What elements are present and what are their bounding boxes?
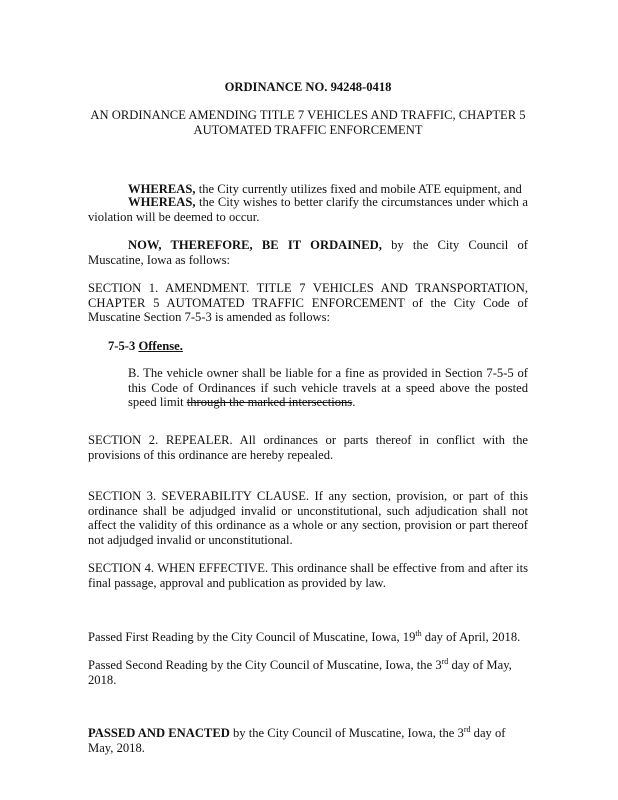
subtitle-line-2: AUTOMATED TRAFFIC ENFORCEMENT (193, 122, 423, 137)
clause-b-text: B. The vehicle owner shall be liable for a fine as provided in Section 7-5-5 of this Code of Ordinances if such vehicle travels at a speed above the posted speed limit (128, 366, 528, 410)
ordinance-title: ORDINANCE NO. 94248-0418 (224, 80, 392, 94)
now-lead: NOW, THEREFORE, BE IT ORDAINED, (128, 238, 382, 252)
passed-and-enacted (88, 726, 528, 755)
offense-title: Offense. (138, 339, 183, 353)
section-3: SECTION 3. SEVERABILITY CLAUSE. If any section, provision, or part of this ordinance shall be adjudged invalid or unconstitutional, such adjudication shall not affect the validity of this ordinance as a whole or any section, provision or part thereof not adjudged invalid or unconstitutional. (88, 489, 528, 547)
ordinal-suffix: th (415, 628, 422, 638)
whereas-lead: WHEREAS, (128, 182, 196, 196)
now-therefore (88, 238, 528, 267)
now-text: by the City Council of Muscatine, Iowa as follows: (88, 238, 528, 267)
second-reading (88, 658, 528, 687)
enacted-date: day of May, 2018. (88, 726, 506, 755)
ordinance-subtitle (88, 108, 528, 137)
whereas-text: the City currently utilizes fixed and mobile ATE equipment, and (195, 182, 522, 196)
section-1-text: of the City Code of Muscatine Section 7-5-3 is amended as follows: (88, 295, 528, 325)
section-1-heading: SECTION 1. AMENDMENT. TITLE 7 VEHICLES AND TRANSPORTATION, CHAPTER 5 AUTOMATED TRAFFIC ENFORCEMENT (88, 281, 528, 310)
ordinal-suffix: rd (463, 724, 471, 734)
offense-heading (108, 339, 528, 354)
whereas-text: the City wishes to better clarify the circumstances under which a violation will be deemed to occur. (88, 195, 528, 224)
first-reading-date: day of April, 2018. (421, 630, 521, 644)
clause-b-struck-text: through the marked intersections (186, 395, 353, 410)
first-reading-text: Passed First Reading by the City Council of Muscatine, Iowa, 19 (88, 630, 416, 644)
first-reading (88, 630, 528, 645)
section-2: SECTION 2. REPEALER. All ordinances or parts thereof in conflict with the provisions of this ordinance are hereby repealed. (88, 433, 528, 462)
enacted-lead: PASSED AND ENACTED (88, 726, 230, 740)
subtitle-line-1: AN ORDINANCE AMENDING TITLE 7 VEHICLES AND TRAFFIC, CHAPTER 5 (90, 108, 526, 122)
whereas-lead: WHEREAS, (128, 195, 196, 209)
second-reading-text: Passed Second Reading by the City Council of Muscatine, Iowa, the 3 (88, 658, 442, 672)
offense-number: 7-5-3 (108, 339, 139, 353)
clause-b-end: . (352, 395, 356, 410)
section-1 (88, 281, 528, 325)
ordinal-suffix: rd (441, 656, 449, 666)
second-reading-date: day of May, 2018. (88, 658, 512, 687)
section-4: SECTION 4. WHEN EFFECTIVE. This ordinance shall be effective from and after its final passage, approval and publication as provided by law. (88, 561, 528, 590)
enacted-text: by the City Council of Muscatine, Iowa, the 3 (229, 726, 464, 740)
whereas-2 (88, 195, 528, 224)
clause-b (128, 366, 528, 410)
